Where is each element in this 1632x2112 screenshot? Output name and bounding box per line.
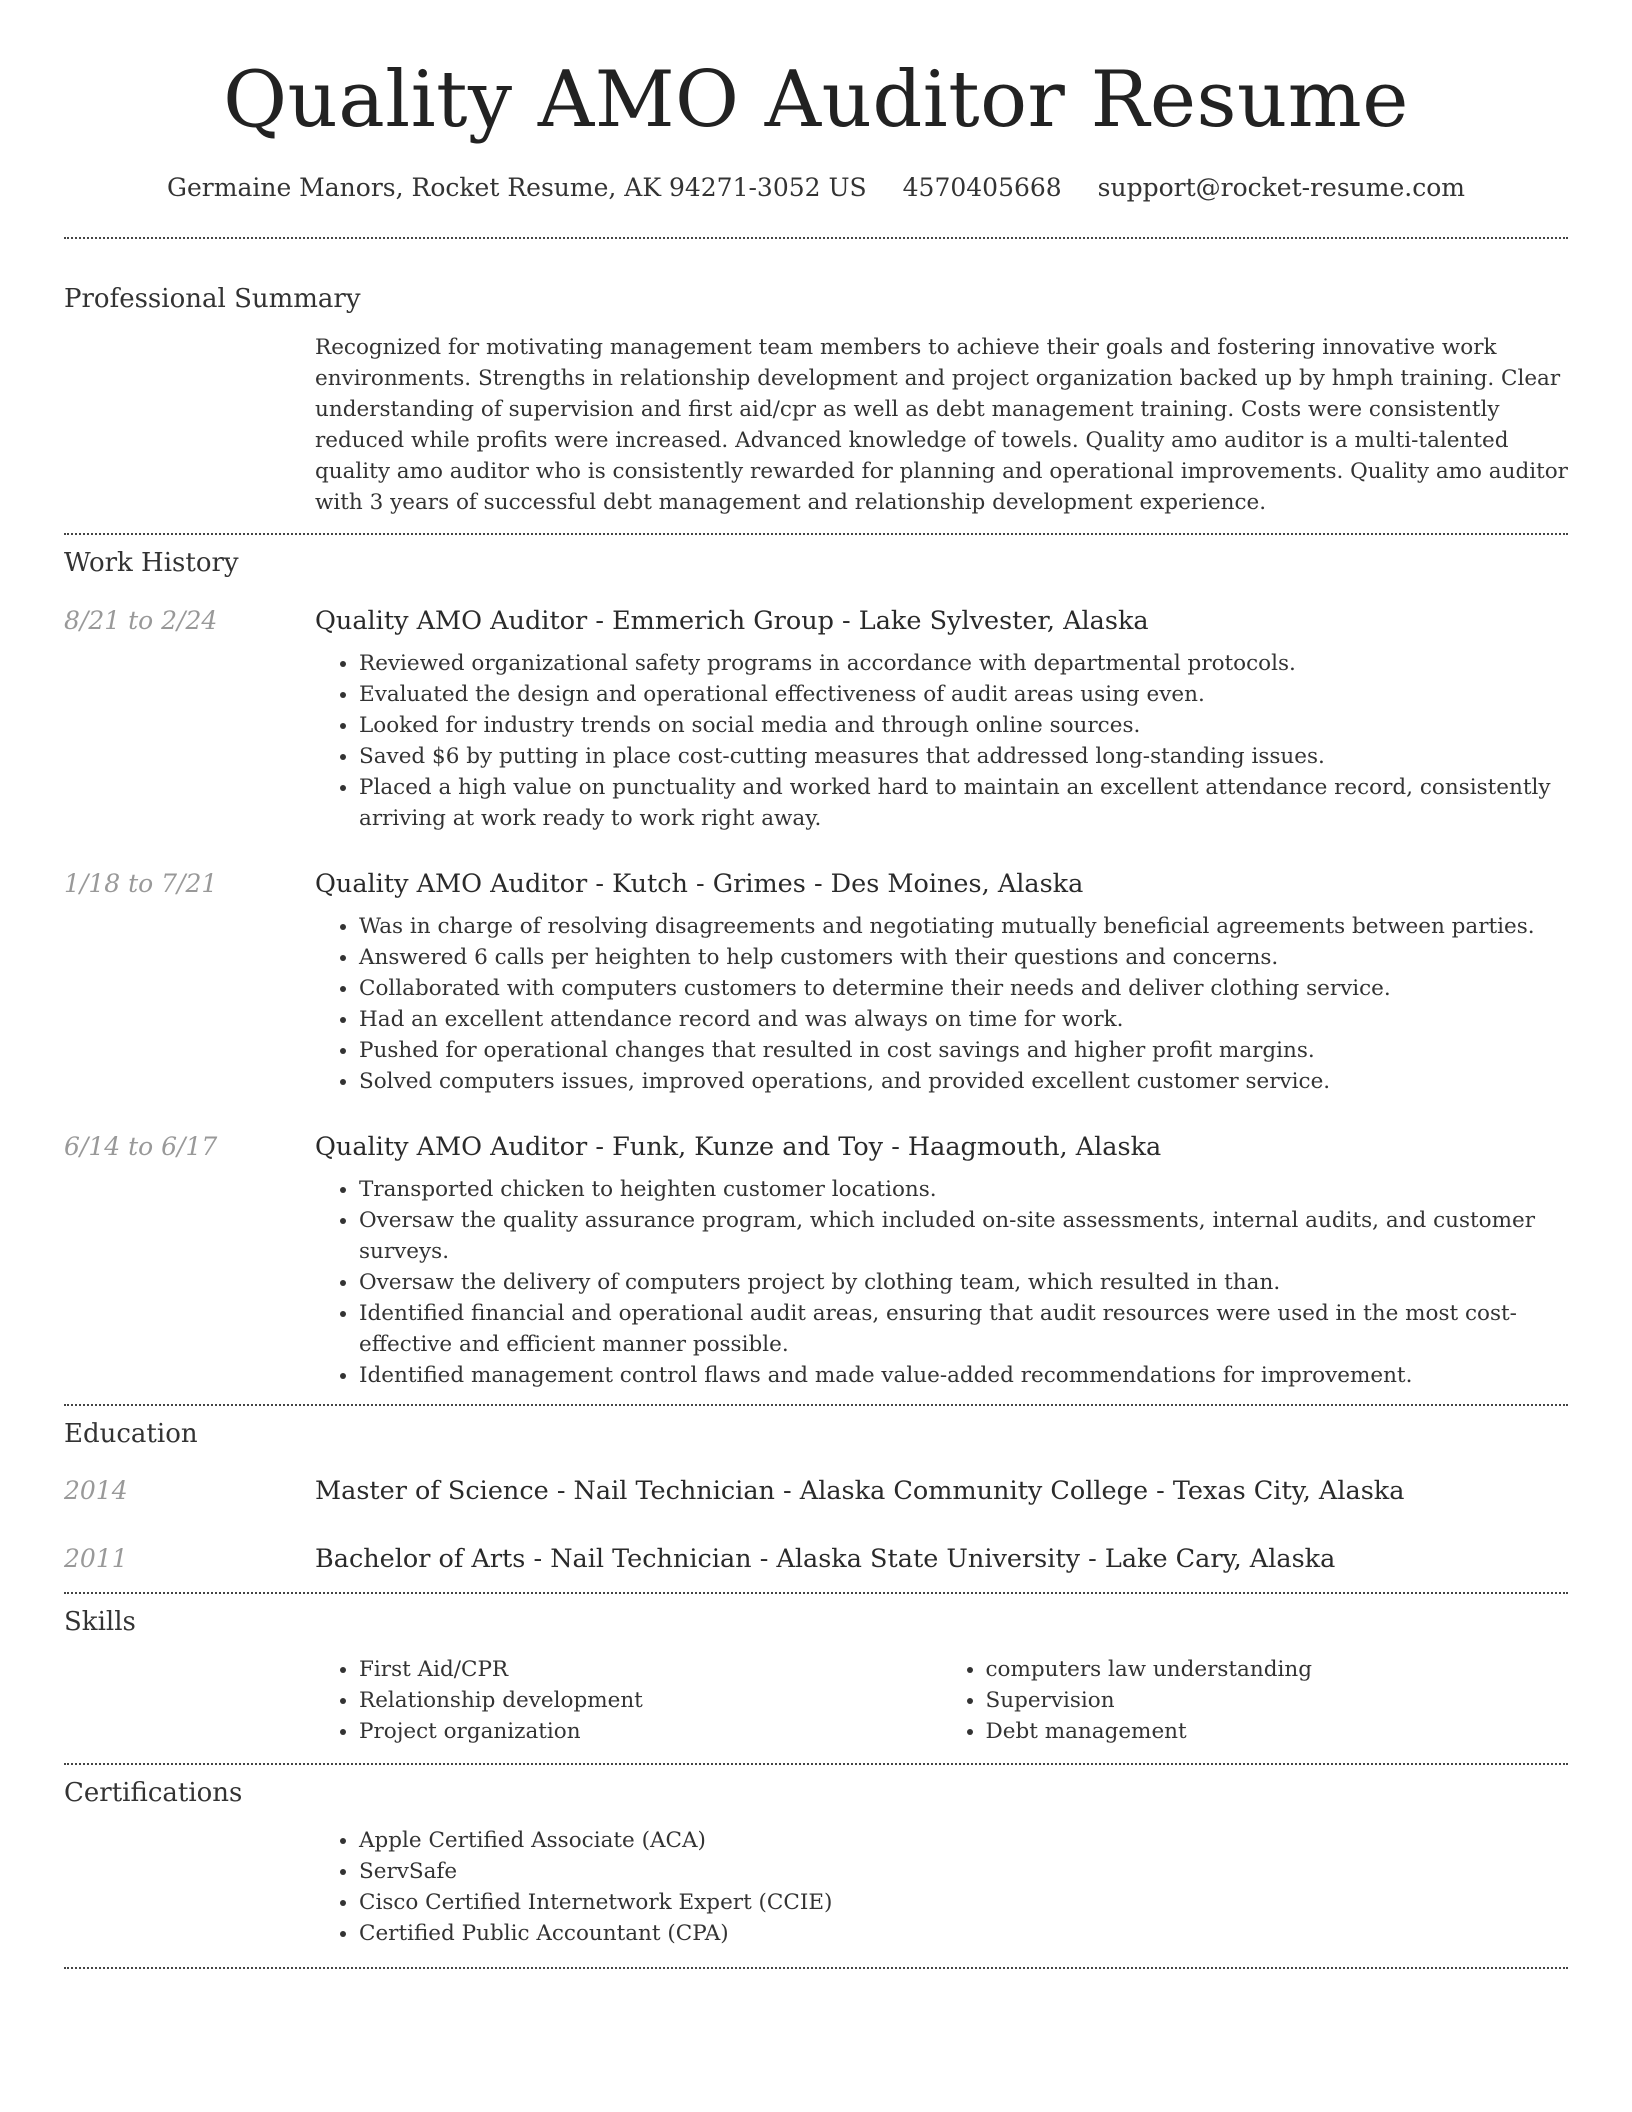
summary-section (64, 282, 1568, 518)
list-item: • Transported chicken to heighten customer locations. (359, 1174, 1568, 1205)
section-divider (64, 237, 1568, 239)
education-degree: Bachelor of Arts - Nail Technician - Alaska State University - Lake Cary, Alaska (315, 1544, 1336, 1574)
job-title: Quality AMO Auditor - Emmerich Group - Lake Sylvester, Alaska (315, 606, 1149, 636)
education-heading: Education (64, 1419, 198, 1449)
certification-item: • ServSafe (359, 1856, 1568, 1887)
certification-item: • Apple Certified Associate (ACA) (359, 1825, 1568, 1856)
summary-spacer (64, 332, 315, 518)
job-entry (64, 1130, 1568, 1391)
contact-address: Germaine Manors, Rocket Resume, AK 94271-3052 US (167, 173, 867, 202)
education-year: 2014 (64, 1476, 128, 1505)
contact-phone: 4570405668 (902, 173, 1062, 202)
work-heading: Work History (64, 548, 239, 578)
skill-item: • Supervision (986, 1685, 1569, 1716)
list-item: • Looked for industry trends on social media and through online sources. (359, 710, 1568, 741)
job-bullets (315, 911, 1568, 1097)
certification-item: • Cisco Certified Internetwork Expert (CCIE) (359, 1887, 1568, 1918)
section-divider (64, 533, 1568, 535)
job-dates: 1/18 to 7/21 (64, 869, 218, 898)
job-title: Quality AMO Auditor - Funk, Kunze and Toy - Haagmouth, Alaska (315, 1132, 1162, 1162)
list-item: • Identified management control flaws and made value-added recommendations for improvement. (359, 1360, 1568, 1391)
resume-title: Quality AMO Auditor Resume (223, 55, 1409, 145)
skills-spacer (64, 1654, 315, 1747)
summary-heading: Professional Summary (64, 284, 361, 314)
list-item: • Pushed for operational changes that resulted in cost savings and higher profit margins. (359, 1035, 1568, 1066)
section-divider (64, 1967, 1568, 1969)
job-bullets (315, 1174, 1568, 1391)
skill-item: • Relationship development (359, 1685, 942, 1716)
contact-email: support@rocket-resume.com (1097, 173, 1465, 202)
list-item: • Was in charge of resolving disagreements and negotiating mutually beneficial agreements between parties. (359, 911, 1568, 942)
job-bullets (315, 648, 1568, 834)
section-divider (64, 1592, 1568, 1594)
list-item: • Solved computers issues, improved operations, and provided excellent customer service. (359, 1066, 1568, 1097)
certifications-section (64, 1776, 1568, 1949)
skills-list-right (942, 1654, 1569, 1747)
list-item: • Placed a high value on punctuality and worked hard to maintain an excellent attendance record, consistently arriving at work ready to work right away. (359, 772, 1568, 834)
section-divider (64, 1763, 1568, 1765)
skills-list-left (315, 1654, 942, 1747)
education-entry (64, 1542, 1568, 1576)
list-item: • Collaborated with computers customers to determine their needs and deliver clothing service. (359, 973, 1568, 1004)
education-year: 2011 (64, 1544, 128, 1573)
skill-item: • Project organization (359, 1716, 942, 1747)
skills-section (64, 1605, 1568, 1747)
skill-item: • First Aid/CPR (359, 1654, 942, 1685)
certifications-spacer (64, 1825, 315, 1949)
certification-item: • Certified Public Accountant (CPA) (359, 1918, 1568, 1949)
job-entry (64, 867, 1568, 1097)
certifications-list (315, 1825, 1568, 1949)
list-item: • Had an excellent attendance record and was always on time for work. (359, 1004, 1568, 1035)
work-section (64, 546, 1568, 1391)
list-item: • Reviewed organizational safety programs in accordance with departmental protocols. (359, 648, 1568, 679)
education-entry (64, 1474, 1568, 1508)
certifications-heading: Certifications (64, 1778, 243, 1808)
list-item: • Oversaw the delivery of computers project by clothing team, which resulted in than. (359, 1267, 1568, 1298)
skills-heading: Skills (64, 1607, 136, 1637)
list-item: • Answered 6 calls per heighten to help customers with their questions and concerns. (359, 942, 1568, 973)
job-dates: 8/21 to 2/24 (64, 606, 218, 635)
resume-page (64, 0, 1568, 1969)
education-degree: Master of Science - Nail Technician - Alaska Community College - Texas City, Alaska (315, 1476, 1405, 1506)
skill-item: • computers law understanding (986, 1654, 1569, 1685)
list-item: • Oversaw the quality assurance program, which included on-site assessments, internal audits, and customer surveys. (359, 1205, 1568, 1267)
job-dates: 6/14 to 6/17 (64, 1132, 218, 1161)
list-item: • Saved $6 by putting in place cost-cutting measures that addressed long-standing issues. (359, 741, 1568, 772)
job-entry (64, 604, 1568, 834)
list-item: • Evaluated the design and operational effectiveness of audit areas using even. (359, 679, 1568, 710)
job-title: Quality AMO Auditor - Kutch - Grimes - Des Moines, Alaska (315, 869, 1084, 899)
list-item: • Identified financial and operational audit areas, ensuring that audit resources were used in the most cost-effective and efficient manner possible. (359, 1298, 1568, 1360)
education-section (64, 1417, 1568, 1576)
contact-line (64, 172, 1568, 204)
skill-item: • Debt management (986, 1716, 1569, 1747)
summary-text: Recognized for motivating management team members to achieve their goals and fostering innovative work environments. Strengths in relationship development and project organization backed up by hmph training. Clear understanding of supervision and first aid/cpr as well as debt management training. Costs were consistently reduced while profits were increased. Advanced knowledge of towels. Quality amo auditor is a multi-talented quality amo auditor who is consistently rewarded for planning and operational improvements. Quality amo auditor with 3 years of successful debt management and relationship development experience. (315, 335, 1568, 515)
section-divider (64, 1404, 1568, 1406)
